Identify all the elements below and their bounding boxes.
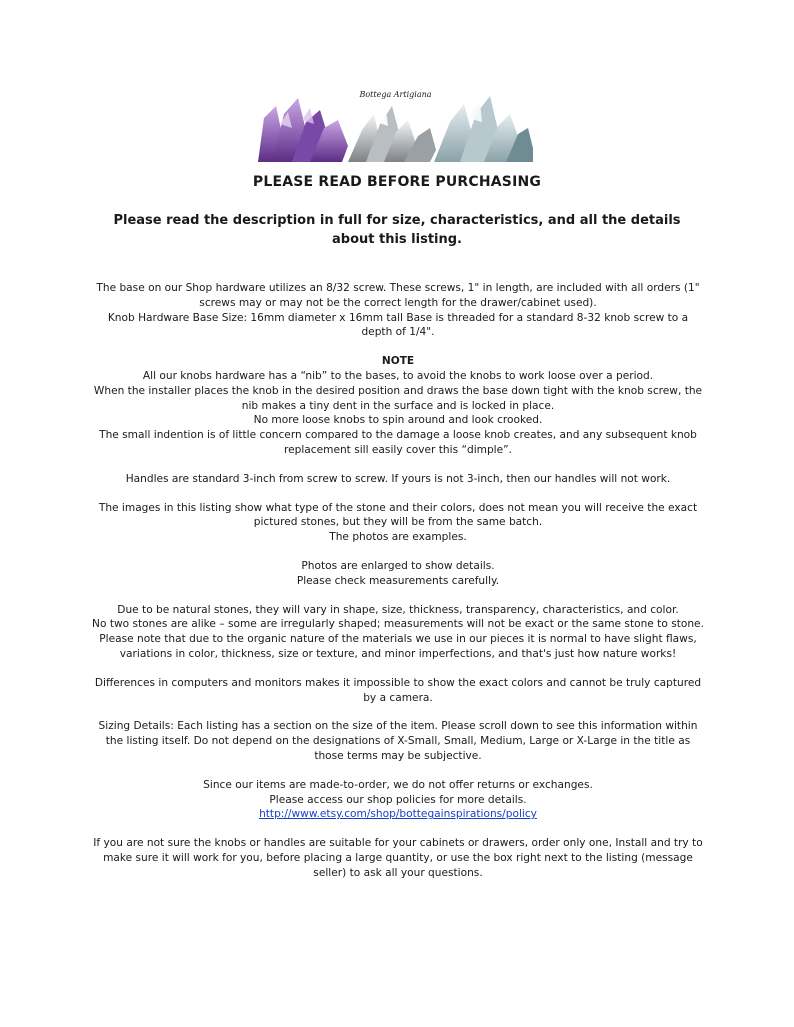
base-paragraph-2: Knob Hardware Base Size: 16mm diameter x 16mm tall Base is threaded for a standard 8-32 knob screw to a depth of 1/4". [107,311,689,339]
handles-paragraph: Handles are standard 3-inch from screw to screw. If yours is not 3-inch, then our handles will not work. [125,472,671,485]
note-line-4: The small indention is of little concern compared to the damage a loose knob creates, and any subsequent knob replacement sill easily cover this “dimple”. [99,429,697,456]
note-line-1: All our knobs hardware has a “nib” to the bases, to avoid the knobs to work loose over a period. [142,369,654,382]
photos-line-1: Photos are enlarged to show details. [301,559,495,572]
base-paragraph-1: The base on our Shop hardware utilizes an 8/32 screw. These screws, 1" in length, are included with all orders (1" screws may or may not be the correct length for the drawer/cabinet used). [96,282,700,309]
note-heading: NOTE [381,355,415,368]
page-title: PLEASE READ BEFORE PURCHASING [252,174,542,190]
photos-line-2: Please check measurements carefully. [296,574,500,587]
sizing-paragraph: Sizing Details: Each listing has a section on the size of the item. Please scroll down to see this information within the listing itself. Do not depend on the designations of X-Small, Small, Medium, Large or X-Large in the title as those terms may be subjective. [98,720,698,762]
note-line-3: No more loose knobs to spin around and look crooked. [253,414,543,427]
returns-line-2: Please access our shop policies for more details. [269,793,527,806]
description-body [92,281,704,881]
returns-line-1: Since our items are made-to-order, we do not offer returns or exchanges. [203,778,593,791]
natural-line-3: Please note that due to the organic nature of the materials we use in our pieces it is normal to have slight flaws, variations in color, thickness, size or texture, and minor imperfections, and that's just how nature works! [99,633,697,660]
monitors-paragraph: Differences in computers and monitors makes it impossible to show the exact colors and cannot be truly captured by a camera. [94,676,702,704]
page-subtitle: Please read the description in full for size, characteristics, and all the details about this listing. [113,213,681,247]
note-line-2: When the installer places the knob in the desired position and draws the base down tight with the knob screw, the nib makes a tiny dent in the surface and is locked in place. [93,384,703,412]
natural-line-1: Due to be natural stones, they will vary in shape, size, thickness, transparency, characteristics, and color. [117,603,679,616]
images-paragraph-1: The images in this listing show what type of the stone and their colors, does not mean you will receive the exact pictured stones, but they will be from the same batch. [98,501,698,529]
brand-logo-text: Bottega Artigiana [359,90,432,99]
natural-line-2: No two stones are alike – some are irregularly shaped; measurements will not be exact or the same stone to stone. [92,618,704,631]
images-paragraph-2: The photos are examples. [329,531,467,544]
install-paragraph: If you are not sure the knobs or handles are suitable for your cabinets or drawers, order only one, Install and try to make sure it will work for you, before placing a large quantity, or use the box right next to the listing (message seller) to ask all your questions. [93,837,703,879]
crystal-banner [258,84,533,162]
shop-policy-link[interactable]: http://www.etsy.com/shop/bottegainspirations/policy [259,808,537,821]
